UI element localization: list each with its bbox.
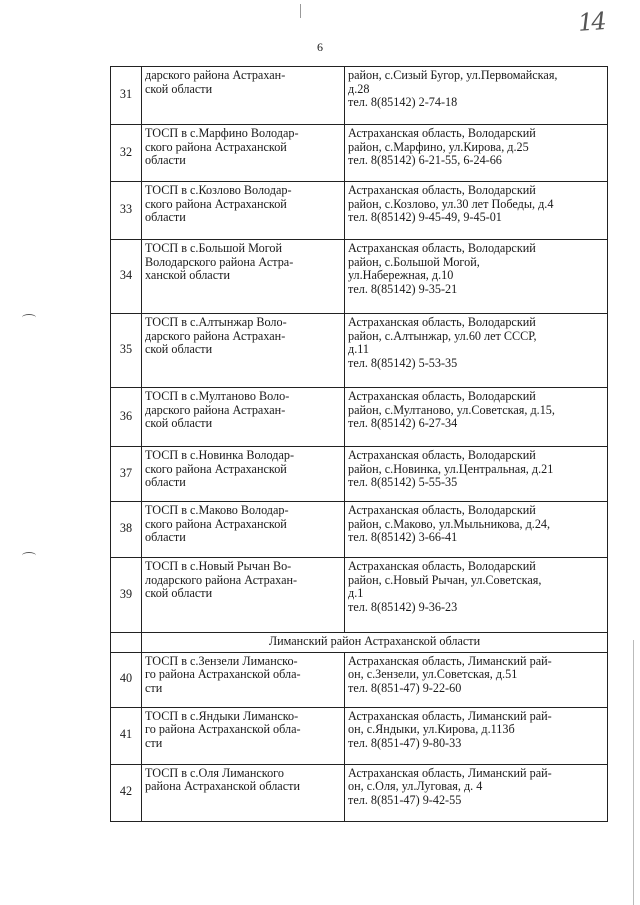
table-row xyxy=(111,388,608,447)
office-name-line: ТОСП в с.Мултаново Воло- xyxy=(145,389,290,403)
office-address-line: Астраханская область, Володарский xyxy=(348,503,536,517)
office-address xyxy=(345,125,608,182)
row-number: 42 xyxy=(111,764,142,821)
row-number: 39 xyxy=(111,558,142,633)
office-name-line: ТОСП в с.Маково Володар- xyxy=(145,503,289,517)
table-row xyxy=(111,447,608,502)
office-address-line: тел. 8(851-47) 9-22-60 xyxy=(348,680,462,695)
office-name-line: сти xyxy=(145,680,163,695)
office-name xyxy=(142,182,345,240)
punch-hole-mark xyxy=(22,552,36,559)
office-address xyxy=(345,652,608,707)
office-address-line: тел. 8(85142) 9-35-21 xyxy=(348,281,458,296)
table-row xyxy=(111,652,608,707)
office-address-line: д.11 xyxy=(348,342,369,356)
office-address xyxy=(345,240,608,314)
office-name-line: сти xyxy=(145,735,163,750)
office-name xyxy=(142,558,345,633)
office-address-line: он, с.Оля, ул.Луговая, д. 4 xyxy=(348,779,483,793)
office-address-line: он, с.Яндыки, ул.Кирова, д.113б xyxy=(348,722,515,736)
table-row xyxy=(111,314,608,388)
office-address xyxy=(345,558,608,633)
scan-edge xyxy=(633,640,634,905)
office-name xyxy=(142,447,345,502)
office-address-line: д.1 xyxy=(348,586,364,600)
office-address-line: район, с.Козлово, ул.30 лет Победы, д.4 xyxy=(348,196,554,211)
office-address-line: тел. 8(851-47) 9-42-55 xyxy=(348,792,462,807)
office-name-line: ТОСП в с.Алтынжар Воло- xyxy=(145,315,287,329)
office-name-line: го района Астраханской обла- xyxy=(145,722,301,736)
office-address-line: тел. 8(85142) 3-66-41 xyxy=(348,530,458,544)
table-row xyxy=(111,125,608,182)
row-number: 40 xyxy=(111,652,142,707)
table-row xyxy=(111,67,608,125)
row-number: 31 xyxy=(111,67,142,125)
row-number: 41 xyxy=(111,707,142,764)
office-name xyxy=(142,240,345,314)
office-address-line: район, с.Большой Могой, xyxy=(348,254,480,269)
page-number: 6 xyxy=(317,40,323,54)
office-address-line: район, с.Маково, ул.Мыльникова, д.24, xyxy=(348,516,551,531)
office-address-line: Астраханская область, Володарский xyxy=(348,559,536,573)
office-name xyxy=(142,502,345,558)
office-name-line: дарского района Астрахан- xyxy=(145,68,286,82)
table-row xyxy=(111,502,608,558)
office-name xyxy=(142,764,345,821)
office-address xyxy=(345,764,608,821)
office-name-line: ской области xyxy=(145,586,213,600)
table-row xyxy=(111,558,608,633)
office-address-line: он, с.Зензели, ул.Советская, д.51 xyxy=(348,667,518,681)
row-number: 36 xyxy=(111,388,142,447)
office-name-line: района Астраханской области xyxy=(145,779,300,793)
office-name-line: го района Астраханской обла- xyxy=(145,667,301,681)
row-number: 32 xyxy=(111,125,142,182)
row-number: 35 xyxy=(111,314,142,388)
office-address-line: Астраханская область, Володарский xyxy=(348,241,536,255)
office-address-line: Астраханская область, Володарский xyxy=(348,126,536,140)
section-empty-cell xyxy=(111,633,142,653)
office-address-line: тел. 8(851-47) 9-80-33 xyxy=(348,735,462,750)
office-name-line: ской области xyxy=(145,81,213,96)
office-name xyxy=(142,67,345,125)
office-name xyxy=(142,314,345,388)
office-name-line: лодарского района Астрахан- xyxy=(145,572,298,587)
office-name-line: области xyxy=(145,210,186,224)
office-address-line: тел. 8(85142) 9-36-23 xyxy=(348,599,458,614)
offices-table xyxy=(110,66,608,822)
office-name-line: ТОСП в с.Яндыки Лиманско- xyxy=(145,708,299,723)
office-name-line: ского района Астраханской xyxy=(145,196,287,211)
table-body xyxy=(111,67,608,822)
office-name-line: ТОСП в с.Марфино Володар- xyxy=(145,126,299,140)
office-address xyxy=(345,502,608,558)
office-name-line: ской области xyxy=(145,416,213,430)
table-row xyxy=(111,240,608,314)
row-number: 37 xyxy=(111,447,142,502)
punch-hole-mark xyxy=(22,314,36,321)
office-name-line: дарского района Астрахан- xyxy=(145,328,286,343)
office-name-line: ТОСП в с.Новый Рычан Во- xyxy=(145,559,292,573)
office-name xyxy=(142,388,345,447)
office-name-line: ТОСП в с.Оля Лиманского xyxy=(145,765,284,780)
office-address-line: Астраханская область, Лиманский рай- xyxy=(348,765,552,780)
table-row xyxy=(111,707,608,764)
office-address-line: район, с.Алтынжар, ул.60 лет СССР, xyxy=(348,328,537,343)
office-name xyxy=(142,652,345,707)
office-name-line: ского района Астраханской xyxy=(145,461,287,476)
office-address xyxy=(345,707,608,764)
office-name-line: дарского района Астрахан- xyxy=(145,402,286,417)
office-address-line: район, с.Марфино, ул.Кирова, д.25 xyxy=(348,139,529,154)
office-address-line: район, с.Новинка, ул.Центральная, д.21 xyxy=(348,461,554,476)
office-name-line: ского района Астраханской xyxy=(145,139,287,154)
office-address-line: ул.Набережная, д.10 xyxy=(348,268,454,282)
office-name xyxy=(142,125,345,182)
section-title: Лиманский район Астраханской области xyxy=(142,633,608,653)
office-address-line: тел. 8(85142) 5-53-35 xyxy=(348,355,458,370)
office-name-line: ханской области xyxy=(145,268,230,282)
office-name-line: области xyxy=(145,475,186,489)
office-address-line: Астраханская область, Володарский xyxy=(348,448,536,462)
office-name-line: ской области xyxy=(145,342,213,356)
office-address xyxy=(345,67,608,125)
row-number: 38 xyxy=(111,502,142,558)
office-name-line: ТОСП в с.Козлово Володар- xyxy=(145,183,292,197)
table-row xyxy=(111,764,608,821)
office-name-line: ТОСП в с.Зензели Лиманско- xyxy=(145,653,298,668)
office-address-line: район, с.Сизый Бугор, ул.Первомайская, xyxy=(348,68,558,82)
office-name-line: Володарского района Астра- xyxy=(145,254,294,269)
office-address-line: тел. 8(85142) 9-45-49, 9-45-01 xyxy=(348,210,502,224)
office-address-line: район, с.Мултаново, ул.Советская, д.15, xyxy=(348,402,555,417)
handwritten-page-mark: 14 xyxy=(577,7,606,37)
office-address-line: тел. 8(85142) 2-74-18 xyxy=(348,95,458,109)
office-address xyxy=(345,447,608,502)
office-name-line: ского района Астраханской xyxy=(145,516,287,531)
office-address xyxy=(345,182,608,240)
office-address xyxy=(345,314,608,388)
office-address-line: Астраханская область, Лиманский рай- xyxy=(348,708,552,723)
scan-mark xyxy=(300,4,301,18)
office-name xyxy=(142,707,345,764)
office-name-line: области xyxy=(145,153,186,167)
office-address-line: район, с.Новый Рычан, ул.Советская, xyxy=(348,572,542,587)
table-row xyxy=(111,182,608,240)
office-address-line: Астраханская область, Лиманский рай- xyxy=(348,653,552,668)
office-address xyxy=(345,388,608,447)
office-address-line: д.28 xyxy=(348,81,370,96)
row-number: 33 xyxy=(111,182,142,240)
office-name-line: ТОСП в с.Новинка Володар- xyxy=(145,448,295,462)
office-address-line: тел. 8(85142) 6-27-34 xyxy=(348,416,458,430)
office-address-line: тел. 8(85142) 5-55-35 xyxy=(348,475,458,489)
office-address-line: Астраханская область, Володарский xyxy=(348,183,536,197)
office-address-line: тел. 8(85142) 6-21-55, 6-24-66 xyxy=(348,153,502,167)
office-address-line: Астраханская область, Володарский xyxy=(348,315,536,329)
section-row xyxy=(111,633,608,653)
office-name-line: ТОСП в с.Большой Могой xyxy=(145,241,283,255)
row-number: 34 xyxy=(111,240,142,314)
office-address-line: Астраханская область, Володарский xyxy=(348,389,536,403)
office-name-line: области xyxy=(145,530,186,544)
